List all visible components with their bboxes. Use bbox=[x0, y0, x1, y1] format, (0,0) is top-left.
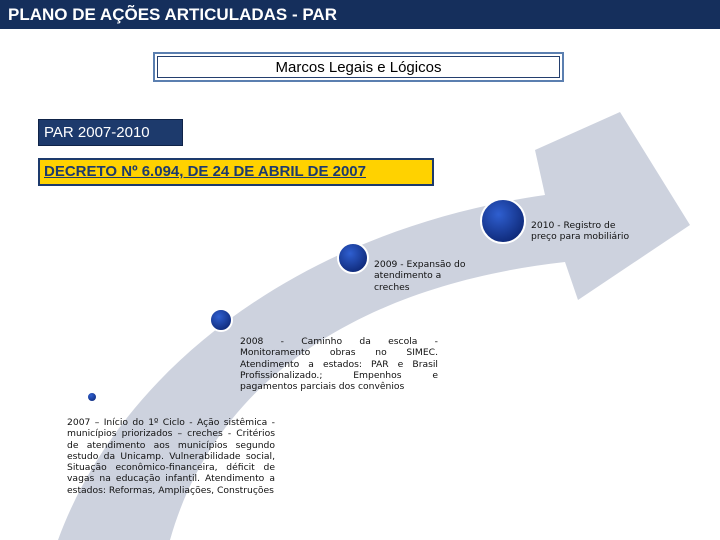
milestone-text-2008: 2008 - Caminho da escola - Monitoramento obras no SIMEC. Atendimento a estados: PAR e Brasil Profissionalizado.; Empenhos e pagamentos parciais dos convênios bbox=[240, 336, 438, 393]
milestone-dot-2008 bbox=[210, 309, 232, 331]
milestone-text-2010: 2010 - Registro de preço para mobiliário bbox=[531, 220, 630, 243]
milestone-dot-2009 bbox=[338, 243, 368, 273]
subtitle-label: Marcos Legais e Lógicos bbox=[157, 56, 560, 78]
period-label: PAR 2007-2010 bbox=[38, 119, 183, 146]
page-title: PLANO DE AÇÕES ARTICULADAS - PAR bbox=[0, 0, 720, 29]
milestone-dot-2010 bbox=[481, 199, 525, 243]
decree-label: DECRETO Nº 6.094, DE 24 DE ABRIL DE 2007 bbox=[40, 160, 432, 184]
decree-box bbox=[38, 158, 434, 186]
milestone-text-2007: 2007 – Início do 1º Ciclo - Ação sistêmica - municípios priorizados – creches - Critérios de atendimento aos municípios segundo estudo da Unicamp. Vulnerabilidade social, Situação econômico-financeira, déficit de vagas na educação infantil. Atendimento a estados: Reformas, Ampliações, Construções bbox=[67, 417, 275, 496]
milestone-text-2009: 2009 - Expansão do atendimento a creches bbox=[374, 259, 466, 293]
milestone-dot-2007 bbox=[87, 392, 97, 402]
